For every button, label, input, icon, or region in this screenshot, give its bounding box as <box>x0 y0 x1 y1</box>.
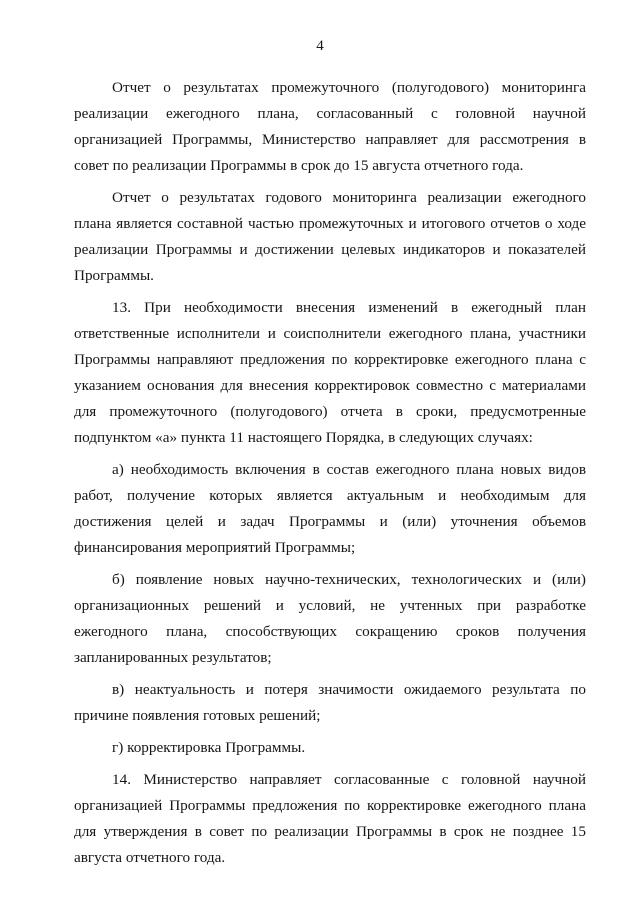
document-body <box>74 75 586 877</box>
paragraph-item-14: 14. Министерство направляет согласованные с головной научной организацией Программы предложения по корректировке ежегодного плана для утверждения в совет по реализации Программы в срок не позднее 15 августа отчетного года. <box>74 771 586 866</box>
paragraph-interim-report: Отчет о результатах промежуточного (полугодового) мониторинга реализации ежегодного плана, согласованный с головной научной организацией Программы, Министерство направляет для рассмотрения в совет по реализации Программы в срок до 15 августа отчетного года. <box>74 79 586 174</box>
paragraph-subitem-v: в) неактуальность и потеря значимости ожидаемого результата по причине появления готовых решений; <box>74 681 586 724</box>
paragraph-annual-report: Отчет о результатах годового мониторинга реализации ежегодного плана является составной частью промежуточных и итогового отчетов о ходе реализации Программы и достижении целевых индикаторов и показателей Программы. <box>74 189 586 284</box>
page-number: 4 <box>316 38 324 54</box>
paragraph-item-13: 13. При необходимости внесения изменений в ежегодный план ответственные исполнители и соисполнители ежегодного плана, участники Программы направляют предложения по корректировке ежегодного плана с указанием основания для внесения корректировок совместно с материалами для промежуточного (полугодового) отчета в сроки, предусмотренные подпунктом «а» пункта 11 настоящего Порядка, в следующих случаях: <box>74 299 586 446</box>
paragraph-subitem-b: б) появление новых научно-технических, технологических и (или) организационных решений и условий, не учтенных при разработке ежегодного плана, способствующих сокращению сроков получения запланированных результатов; <box>74 571 586 666</box>
paragraph-subitem-g: г) корректировка Программы. <box>112 739 306 756</box>
paragraph-subitem-a: а) необходимость включения в состав ежегодного плана новых видов работ, получение которых является актуальным и необходимым для достижения целей и задач Программы и (или) уточнения объемов финансирования мероприятий Программы; <box>74 461 586 556</box>
